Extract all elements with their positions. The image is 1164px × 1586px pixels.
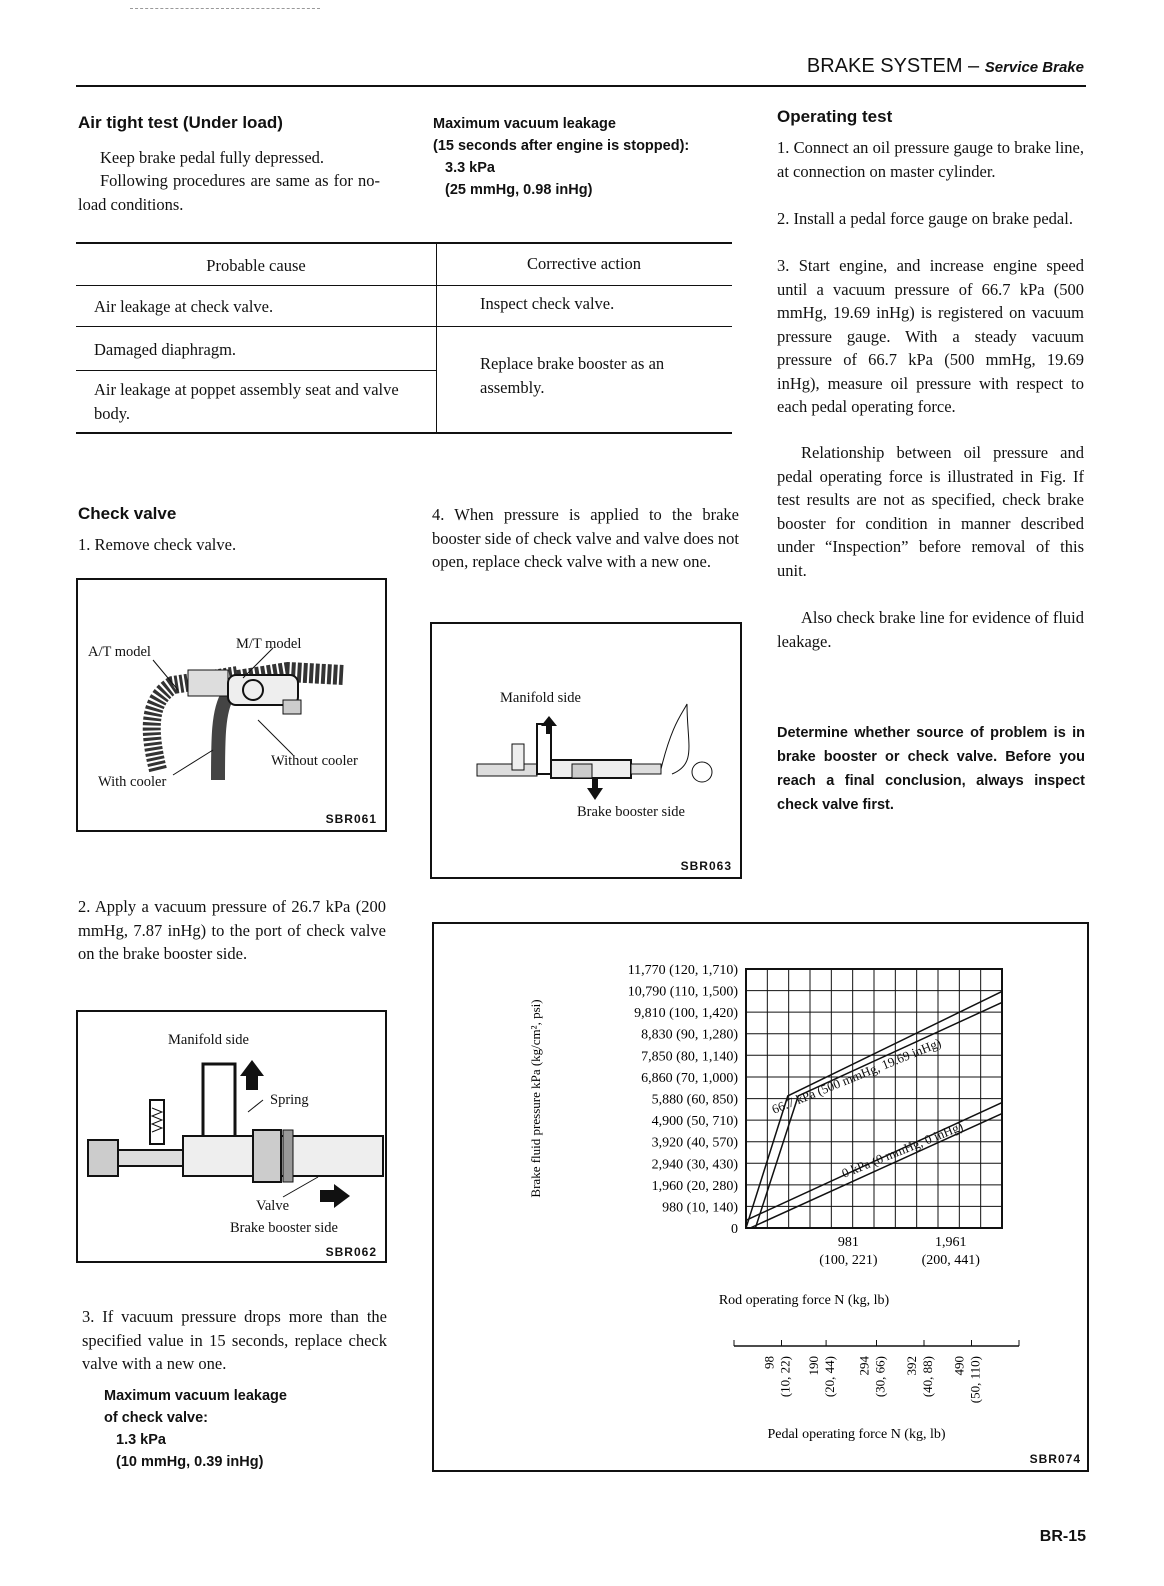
check-valve-heading: Check valve xyxy=(78,504,177,523)
check-valve-step-4: 4. When pressure is applied to the brake booster side of check valve and valve does not open, replace check valve with a new one. xyxy=(432,505,739,571)
operating-step-1: 1. Connect an oil pressure gauge to brake line, at connection on master cylinder. xyxy=(777,138,1084,181)
label-manifold-side: Manifold side xyxy=(168,1032,249,1048)
y-tick-label: 2,940 (30, 430) xyxy=(651,1157,738,1173)
scan-mark xyxy=(130,8,320,10)
operating-para-2: Also check brake line for evidence of fluid leakage. xyxy=(777,608,1084,651)
y-tick-label: 3,920 (40, 570) xyxy=(651,1135,738,1151)
x2-tick-label: (40, 88) xyxy=(920,1356,935,1398)
y-axis-label: Brake fluid pressure kPa (kg/cm², psi) xyxy=(528,999,543,1198)
check-valve-step-2: 2. Apply a vacuum pressure of 26.7 kPa (200 mmHg, 7.87 inHg) to the port of check valve on the brake booster side. xyxy=(78,897,386,963)
x2-tick-label: (10, 22) xyxy=(777,1356,793,1398)
figure-code: SBR074 xyxy=(1029,1452,1081,1466)
label-manifold-side: Manifold side xyxy=(500,690,581,706)
label-mt-model: M/T model xyxy=(236,636,302,652)
x-tick-label: 1,961 xyxy=(934,1235,967,1250)
figure-sbr062 xyxy=(76,1010,387,1263)
label-brake-booster-side: Brake booster side xyxy=(230,1220,338,1236)
y-tick-label: 9,810 (100, 1,420) xyxy=(634,1006,738,1022)
x2-tick-label: 490 xyxy=(951,1356,967,1376)
air-tight-spec: Maximum vacuum leakage (15 seconds after engine is stopped): 3.3 kPa (25 mmHg, 0.98 inHg) xyxy=(433,116,690,198)
air-tight-p1: Keep brake pedal fully depressed. xyxy=(100,148,325,167)
y-tick-label: 5,880 (60, 850) xyxy=(651,1092,738,1108)
x2-tick-label: (20, 44) xyxy=(822,1356,838,1398)
table-cell: Replace brake booster as an assembly. xyxy=(480,354,665,397)
figure-code: SBR061 xyxy=(325,812,377,826)
y-tick-label: 4,900 (50, 710) xyxy=(651,1114,738,1130)
y-tick-label: 7,850 (80, 1,140) xyxy=(641,1049,738,1065)
table-cell: Air leakage at poppet assembly seat and valve body. xyxy=(94,380,399,423)
air-tight-heading: Air tight test (Under load) xyxy=(78,113,283,132)
y-tick-label: 0 xyxy=(731,1222,738,1237)
table-header-action: Corrective action xyxy=(526,254,642,273)
table-cell: Air leakage at check valve. xyxy=(94,297,274,316)
x-tick-label: (100, 221) xyxy=(819,1253,878,1268)
y-tick-label: 8,830 (90, 1,280) xyxy=(641,1027,738,1043)
x2-tick-label: 392 xyxy=(904,1356,919,1376)
page-header: BRAKE SYSTEM – Service Brake xyxy=(806,55,1084,77)
figure-code: SBR063 xyxy=(680,859,732,873)
check-valve-spec: Maximum vacuum leakage of check valve: 1.3 kPa (10 mmHg, 0.39 inHg) xyxy=(104,1388,287,1470)
x2-tick-label: 190 xyxy=(806,1356,822,1376)
header-rule xyxy=(76,85,1086,87)
check-valve-diagram xyxy=(432,624,740,877)
label-with-cooler: With cooler xyxy=(98,774,167,790)
x2-axis-label: Pedal operating force N (kg, lb) xyxy=(767,1427,946,1442)
y-tick-label: 10,790 (110, 1,500) xyxy=(627,984,738,1000)
check-valve-step-3: 3. If vacuum pressure drops more than the specified value in 15 seconds, replace check valve with a new one. xyxy=(82,1307,387,1373)
header-subtitle: Service Brake xyxy=(984,59,1084,76)
header-title: BRAKE SYSTEM xyxy=(806,55,963,77)
x2-tick-label: (30, 66) xyxy=(872,1356,888,1398)
x-axis-label: Rod operating force N (kg, lb) xyxy=(718,1293,890,1308)
page-number: BR-15 xyxy=(1039,1528,1086,1545)
x-tick-label: 981 xyxy=(837,1235,859,1250)
table-cell: Damaged diaphragm. xyxy=(94,340,237,359)
operating-step-2: 2. Install a pedal force gauge on brake pedal. xyxy=(777,209,1073,228)
check-valve-hoses-illustration xyxy=(78,580,385,830)
table-cell: Inspect check valve. xyxy=(480,294,615,313)
figure-sbr063 xyxy=(430,622,742,879)
y-tick-label: 6,860 (70, 1,000) xyxy=(641,1071,738,1087)
series-line xyxy=(755,1002,1002,1228)
figure-sbr074 xyxy=(432,922,1089,1472)
y-tick-label: 980 (10, 140) xyxy=(662,1200,738,1216)
label-valve: Valve xyxy=(256,1198,290,1214)
series-label: 0 kPa (0 mmHg, 0 inHg) xyxy=(839,1118,965,1181)
series-label: 66.7 kPa (500 mmHg, 19.69 inHg) xyxy=(769,1034,944,1117)
operating-test-heading: Operating test xyxy=(777,107,893,126)
check-valve-step-1: 1. Remove check valve. xyxy=(78,535,237,554)
x2-tick-label: (50, 110) xyxy=(967,1356,983,1404)
y-tick-label: 11,770 (120, 1,710) xyxy=(627,963,738,978)
figure-code: SBR062 xyxy=(325,1245,377,1259)
label-spring: Spring xyxy=(270,1092,309,1108)
pressure-force-chart xyxy=(434,924,1087,1470)
x-tick-label: (200, 441) xyxy=(921,1253,980,1268)
operating-para-1: Relationship between oil pressure and pedal operating force is illustrated in Fig. If test results are not as specified, check brake booster for condition in manner described under “Inspection” before removal of this unit. xyxy=(777,443,1084,580)
operating-step-3: 3. Start engine, and increase engine speed until a vacuum pressure of 66.7 kPa (500 mmHg, 19.69 inHg) is registered on vacuum pressure gauge. With a steady vacuum pressure of 66.7 kPa (500 mmHg, 19.69 inHg), measure oil pressure with respect to each pedal operating force. xyxy=(777,256,1084,416)
x2-tick-label: 294 xyxy=(856,1356,872,1376)
label-without-cooler: Without cooler xyxy=(271,753,358,769)
operating-note: Determine whether source of problem is in brake booster or check valve. Before you reach a final conclusion, always inspect check valve first. xyxy=(777,725,1085,813)
figure-sbr061 xyxy=(76,578,387,832)
label-brake-booster-side: Brake booster side xyxy=(577,804,685,820)
table-header-cause: Probable cause xyxy=(206,256,306,275)
label-at-model: A/T model xyxy=(88,644,151,660)
x2-tick-label: 98 xyxy=(761,1356,777,1369)
air-tight-p2: Following procedures are same as for no-load conditions. xyxy=(78,171,380,214)
y-tick-label: 1,960 (20, 280) xyxy=(651,1178,738,1194)
